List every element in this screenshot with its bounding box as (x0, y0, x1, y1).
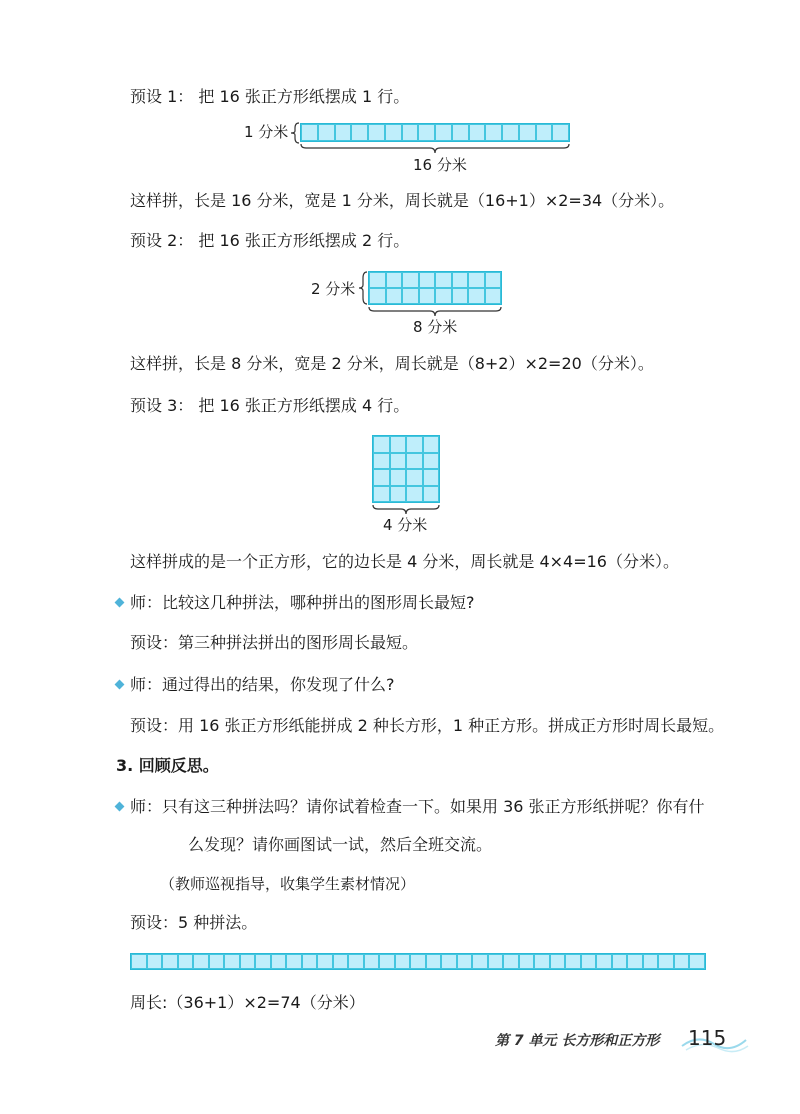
preset-2-text: 预设 2： 把 16 张正方形纸摆成 2 行。 (130, 231, 410, 250)
fig2-left-brace (358, 271, 368, 305)
teacher-question-1: 师：比较这几种拼法，哪种拼出的图形周长最短? (130, 593, 475, 612)
fig2-length-label: 8 分米 (413, 318, 458, 336)
fig2-width-label: 2 分米 (311, 280, 356, 298)
fig3-grid (372, 435, 440, 503)
fig2-bottom-brace (368, 306, 502, 318)
page-number: 115 (688, 1026, 727, 1050)
teacher-question-3-line-1: 师：只有这三种拼法吗？请你试着检查一下。如果用 36 张正方形纸拼呢？你有什 (130, 797, 705, 816)
fig1-left-brace (290, 122, 300, 144)
fig1-width-label: 1 分米 (244, 123, 289, 141)
footer-unit-title: 第 7 单元 长方形和正方形 (495, 1033, 660, 1049)
fig1-length-label: 16 分米 (413, 156, 467, 174)
preset-1-result: 这样拼，长是 16 分米，宽是 1 分米，周长就是（16+1）×2=34（分米）。 (130, 191, 675, 210)
preset-answer-2: 预设：用 16 张正方形纸能拼成 2 种长方形，1 种正方形。拼成正方形时周长最短。 (130, 716, 725, 735)
bullet-diamond-icon (115, 802, 125, 812)
teacher-question-3-line-2: 么发现？请你画图试一试，然后全班交流。 (188, 835, 493, 854)
preset-3-result: 这样拼成的是一个正方形，它的边长是 4 分米，周长就是 4×4=16（分米）。 (130, 552, 679, 571)
preset-answer-3: 预设：5 种拼法。 (130, 913, 258, 932)
fig3-length-label: 4 分米 (383, 516, 428, 534)
perimeter-formula: 周长:（36+1）×2=74（分米） (130, 993, 365, 1012)
preset-3-text: 预设 3： 把 16 张正方形纸摆成 4 行。 (130, 396, 410, 415)
fig2-grid (368, 271, 502, 305)
fig3-bottom-brace (372, 504, 440, 516)
fig1-grid (300, 123, 570, 142)
fig4-grid (130, 953, 706, 970)
fig1-bottom-brace (300, 143, 570, 155)
preset-1-text: 预设 1： 把 16 张正方形纸摆成 1 行。 (130, 87, 410, 106)
preset-2-result: 这样拼，长是 8 分米，宽是 2 分米，周长就是（8+2）×2=20（分米）。 (130, 354, 654, 373)
teacher-note: （教师巡视指导，收集学生素材情况） (160, 875, 416, 893)
section-3-heading: 3. 回顾反思。 (116, 756, 219, 775)
teacher-question-2: 师：通过得出的结果，你发现了什么? (130, 675, 395, 694)
preset-answer-1: 预设：第三种拼法拼出的图形周长最短。 (130, 633, 419, 652)
bullet-diamond-icon (115, 598, 125, 608)
bullet-diamond-icon (115, 680, 125, 690)
